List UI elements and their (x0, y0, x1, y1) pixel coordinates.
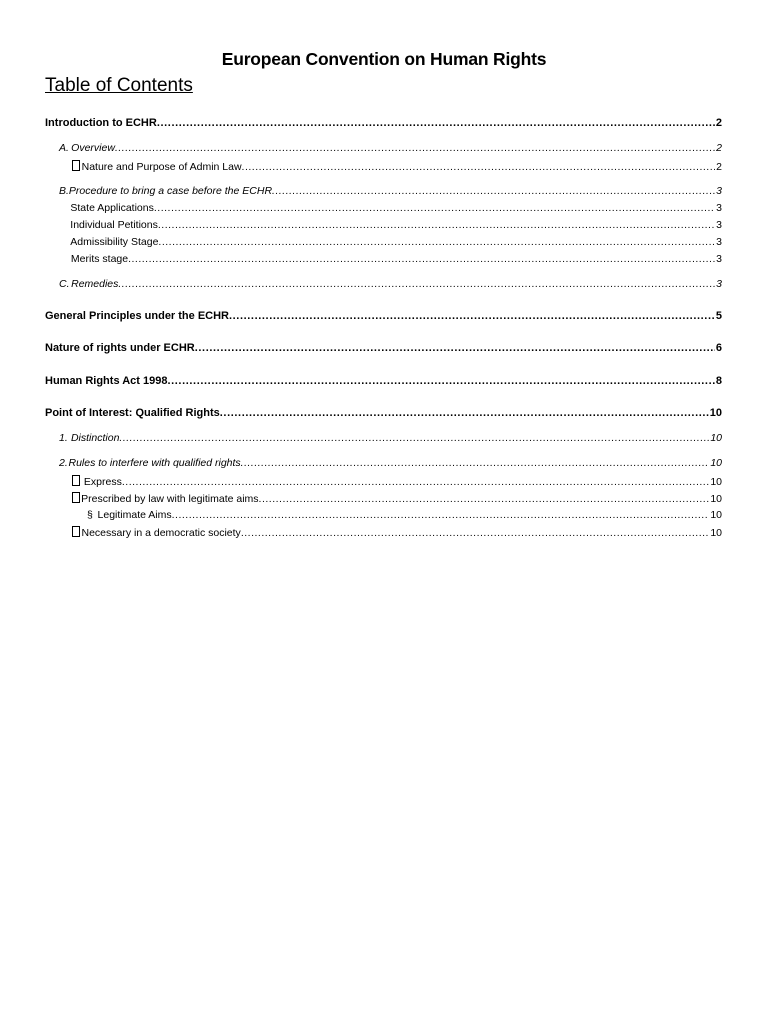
toc-entry-marker: B. (59, 185, 69, 197)
toc-entry[interactable] (45, 342, 722, 354)
toc-entry[interactable] (45, 407, 722, 419)
toc-entry[interactable] (45, 509, 722, 521)
toc-page-number: 2 (716, 161, 722, 173)
toc-page-number: 3 (716, 219, 722, 231)
dot-leader (172, 509, 710, 521)
toc-entry-label: Point of Interest: Qualified Rights (45, 407, 220, 419)
toc-entry-marker: A. (59, 142, 69, 154)
toc-page-number: 3 (716, 278, 722, 290)
toc-page-number: 3 (716, 253, 722, 265)
toc-entry-label: Express (83, 476, 122, 488)
dot-leader (195, 342, 715, 354)
bullet-box-icon (72, 475, 80, 486)
dot-leader (115, 142, 715, 154)
dot-leader (158, 219, 715, 231)
dot-leader (241, 457, 710, 469)
toc-entry-label: Nature of rights under ECHR (45, 342, 195, 354)
dot-leader (119, 432, 709, 444)
toc-entry-label: Procedure to bring a case before the ECHR (68, 185, 273, 197)
toc-entry-label: State Applications (70, 202, 154, 214)
toc-page-number: 10 (710, 509, 722, 521)
toc-entry[interactable] (45, 432, 722, 444)
dot-leader (229, 310, 715, 322)
dot-leader (128, 253, 715, 265)
toc-page-number: 10 (710, 493, 722, 505)
toc-entry[interactable] (45, 375, 722, 387)
toc-entry-label: Prescribed by law with legitimate aims (81, 493, 259, 505)
dot-leader (157, 117, 715, 129)
document-title: European Convention on Human Rights (221, 49, 547, 69)
toc-entry-label: Individual Petitions (70, 219, 158, 231)
dot-leader (272, 185, 715, 197)
section-sign-icon: § (87, 509, 93, 521)
dot-leader (242, 161, 716, 173)
dot-leader (259, 493, 710, 505)
toc-page-number: 8 (715, 375, 722, 387)
toc-page-number: 10 (710, 457, 722, 469)
toc-entry-label: Introduction to ECHR (45, 117, 157, 129)
toc-entry-label: Rules to interfere with qualified rights (68, 457, 241, 469)
toc-entry-label: Merits stage (70, 253, 129, 265)
toc-entry[interactable] (45, 492, 722, 505)
toc-page-number: 10 (710, 527, 722, 539)
toc-entry-marker (45, 492, 81, 505)
toc-entry-label: Overview (71, 142, 115, 154)
toc-entry[interactable] (45, 202, 722, 214)
toc-entry[interactable] (45, 278, 722, 290)
toc-entry[interactable] (45, 457, 722, 469)
toc-entry[interactable] (45, 253, 722, 265)
dot-leader (118, 278, 715, 290)
toc-entry[interactable] (45, 526, 722, 539)
toc-entry-marker (45, 475, 84, 488)
toc-page-number: 10 (709, 407, 722, 419)
toc-entry-marker (45, 526, 82, 539)
toc-entry-marker: C. (59, 278, 70, 290)
toc-page-number: 3 (716, 185, 722, 197)
dot-leader (167, 375, 714, 387)
toc-page-number: 10 (710, 476, 722, 488)
toc-page-number: 2 (716, 142, 722, 154)
toc-entry[interactable] (45, 117, 722, 129)
toc-entry[interactable] (45, 219, 722, 231)
toc-entry-marker (45, 160, 82, 173)
toc-entry-label: Distinction (70, 432, 120, 444)
bullet-box-icon (72, 160, 80, 171)
toc-heading: Table of Contents (45, 75, 193, 96)
dot-leader (220, 407, 709, 419)
bullet-box-icon (72, 492, 80, 503)
toc-page-number: 3 (716, 236, 722, 248)
toc-entry[interactable] (45, 142, 722, 154)
toc-entry[interactable] (45, 160, 722, 173)
dot-leader (241, 527, 710, 539)
toc-page-number: 3 (716, 202, 722, 214)
toc-entry[interactable] (45, 185, 722, 197)
toc-page-number: 10 (710, 432, 722, 444)
toc-entry-label: Admissibility Stage (70, 236, 159, 248)
toc-entry-label: General Principles under the ECHR (45, 310, 229, 322)
dot-leader (158, 236, 715, 248)
toc-entry[interactable] (45, 475, 722, 488)
dot-leader (154, 202, 715, 214)
toc-page-number: 2 (715, 117, 722, 129)
toc-page-number: 5 (715, 310, 722, 322)
toc-entry-label: Human Rights Act 1998 (45, 375, 168, 387)
toc-entry-marker: 1. (59, 432, 68, 444)
bullet-box-icon (72, 526, 80, 537)
toc-entry[interactable] (45, 236, 722, 248)
toc-entry-label: Remedies (71, 278, 119, 290)
toc-page-number: 6 (715, 342, 722, 354)
toc-entry-label: Legitimate Aims (97, 509, 172, 521)
toc-entry-marker: 2. (59, 457, 68, 469)
toc-entry-label: Necessary in a democratic society (81, 527, 241, 539)
toc-entry[interactable] (45, 310, 722, 322)
dot-leader (122, 476, 709, 488)
toc-entry-label: Nature and Purpose of Admin Law (81, 161, 242, 173)
